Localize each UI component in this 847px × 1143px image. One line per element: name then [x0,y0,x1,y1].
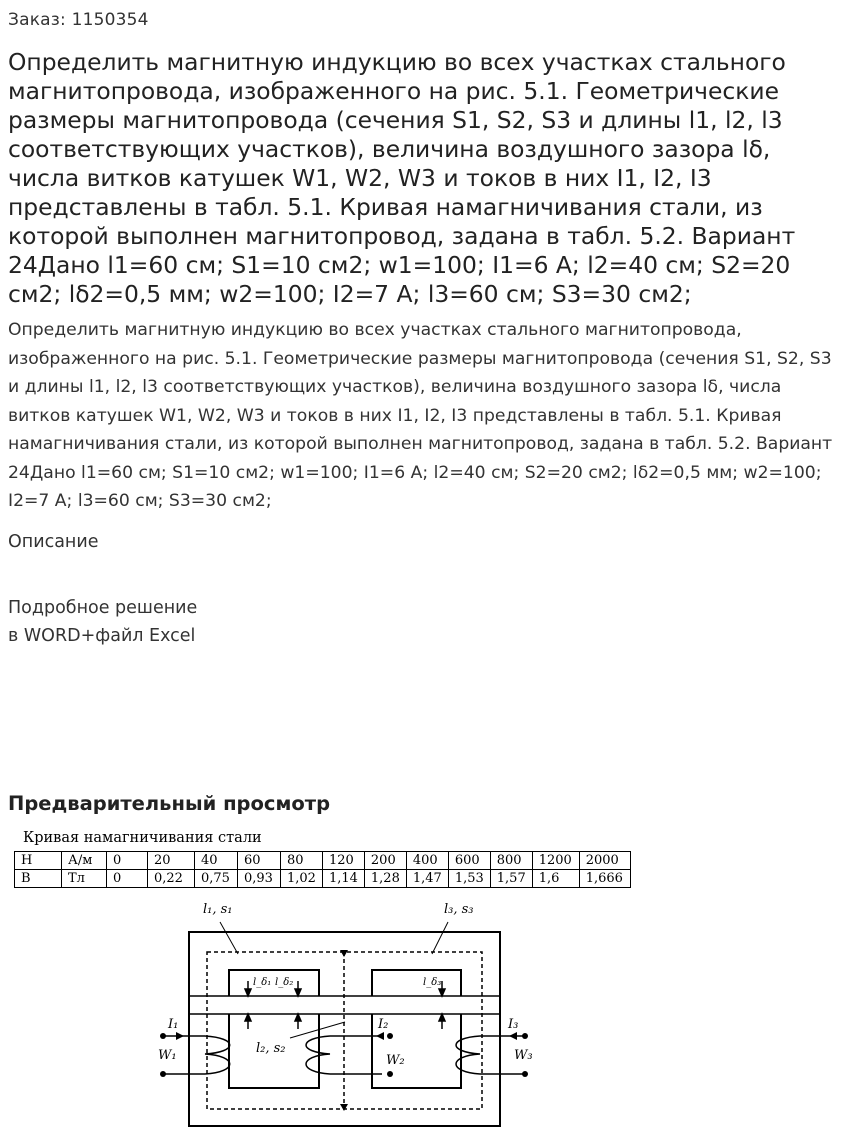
preview-caption: Кривая намагничивания стали [23,830,262,846]
table-cell: 60 [238,852,281,870]
preview-title: Предварительный просмотр [8,792,331,815]
solution-line-2: в WORD+файл Excel [8,626,196,646]
gap-arrow [439,989,445,996]
table-cell: 1,57 [490,870,532,888]
table-cell: 40 [195,852,238,870]
gap-arrow [245,1014,251,1021]
table-cell: 2000 [579,852,630,870]
label-i3: I₃ [508,1017,519,1032]
label-l1-s1: l₁, s₁ [203,902,233,917]
table-cell: 1,6 [532,870,579,888]
label-w3: W₃ [514,1048,533,1063]
label-ld3: l_δ₃ [423,977,442,988]
core-left-window [229,970,319,1088]
table-cell: 120 [322,852,364,870]
table-cell: 0 [107,870,148,888]
table-cell: 0,75 [195,870,238,888]
label-i1: I₁ [168,1017,179,1032]
table-cell: Тл [62,870,107,888]
current-arrow-i1 [176,1032,184,1040]
path-arrow-bottom [340,1104,348,1111]
label-ld1: l_δ₁ [253,977,272,988]
coil-w2 [306,1036,382,1074]
label-ld2: l_δ₂ [275,977,294,988]
solution-line-1: Подробное решение [8,598,198,618]
label-w2: W₂ [386,1053,405,1068]
preview-image [0,826,847,1143]
table-cell: 20 [148,852,195,870]
description-text: Определить магнитную индукцию во всех участках стального магнитопровода, изображенного на рис. 5.1. Геометрические размеры магнитопровода (сечения S1, S2, S3 и длины l1, l2, l3 соответствующих участков), величина воздушного зазора lδ, числа витков катушек W1, W2, W3 и токов в них I1, I2, I3 представлены в табл. 5.1. Кривая намагничивания стали, из которой выполнен магнитопровод, задана в табл. 5.2. Вариант 24Дано l1=60 см; S1=10 см2; w1=100; I1=6 А; l2=40 см; S2=20 см2; lδ2=0,5 мм; w2=100; I2=7 А; l3=60 см; S3=30 см2; [8,320,833,511]
table-cell: 1,14 [322,870,364,888]
table-cell: 1,666 [579,870,630,888]
gap-arrow [439,1014,445,1021]
label-w1: W₁ [158,1048,177,1063]
path-arrow-top [340,950,348,957]
magnetic-circuit-diagram [0,826,847,1143]
table-cell: 1,02 [281,870,323,888]
page-title: Определить магнитную индукцию во всех участках стального магнитопровода, изображенного на рис. 5.1. Геометрические размеры магнитопровода (сечения S1, S2, S3 и длины l1, l2, l3 соответствующих участков), величина воздушного зазора lδ, числа витков катушек W1, W2, W3 и токов в них I1, I2, I3 представлены в табл. 5.1. Кривая намагничивания стали, из которой выполнен магнитопровод, задана в табл. 5.2. Вариант 24Дано l1=60 см; S1=10 см2; w1=100; I1=6 А; l2=40 см; S2=20 см2; lδ2=0,5 мм; w2=100; I2=7 А; l3=60 см; S3=30 см2; [8,48,796,308]
table-cell: 1,28 [364,870,406,888]
table-cell: 1,47 [406,870,448,888]
gap-arrow [295,989,301,996]
label-l2-s2: l₂, s₂ [256,1041,286,1056]
label-l3-s3: l₃, s₃ [444,902,474,917]
table-cell: B [15,870,62,888]
table-cell: 800 [490,852,532,870]
table-cell: 400 [406,852,448,870]
table-cell: 0,22 [148,870,195,888]
table-cell: 200 [364,852,406,870]
description-label: Описание [8,532,99,552]
table-cell: H [15,852,62,870]
table-cell: 1200 [532,852,579,870]
gap-arrow [245,989,251,996]
table-cell: 1,53 [448,870,490,888]
current-arrow-i2 [376,1032,384,1040]
label-i2: I₂ [378,1017,389,1032]
table-cell: 0 [107,852,148,870]
solution-info [8,594,197,650]
table-cell: 600 [448,852,490,870]
table-cell: А/м [62,852,107,870]
current-arrow-i3 [509,1032,517,1040]
table-cell: 0,93 [238,870,281,888]
table-cell: 80 [281,852,323,870]
gap-arrow [295,1014,301,1021]
order-number: Заказ: 1150354 [8,10,149,30]
